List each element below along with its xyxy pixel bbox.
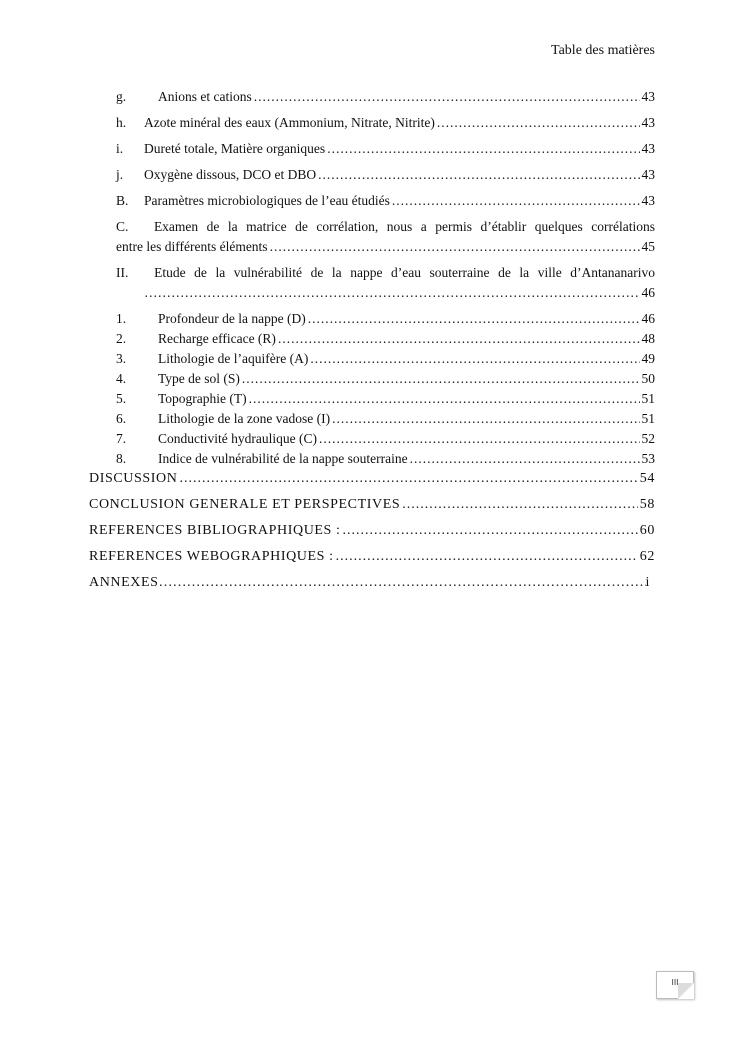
toc-entry-title: Azote minéral des eaux (Ammonium, Nitrate, Nitrite) [144,115,435,130]
toc-entry-c-line1[interactable] [116,219,655,235]
leader-dots [310,351,639,367]
toc-entry-top[interactable] [89,575,650,591]
leader-dots [336,549,638,565]
leader-dots [278,331,640,347]
toc-entry-page: i [645,575,650,590]
toc-entry-number: B. [116,193,129,208]
toc-entry-title: Type de sol (S) [158,371,240,386]
toc-entry-top[interactable] [89,497,655,513]
toc-entry-title: Dureté totale, Matière organiques [144,141,326,156]
toc-entry-number: 5. [116,391,127,406]
leader-dots [179,471,637,487]
toc-entry[interactable] [89,89,655,105]
leader-dots [318,167,639,183]
toc-entry[interactable] [89,411,655,427]
toc-entry-ii-line1[interactable] [116,265,655,281]
toc-entry-number: j. [116,167,124,182]
toc-entry-page: 48 [641,331,655,346]
toc-entry-number: 7. [116,431,127,446]
toc-entry-number: 3. [116,351,127,366]
toc-entry-title: REFERENCES WEBOGRAPHIQUES : [89,549,334,564]
leader-dots [410,451,640,467]
toc-entry-page: 43 [641,115,655,130]
toc-entry-top[interactable] [89,471,655,487]
toc-entry-number: 6. [116,411,127,426]
leader-dots [249,391,640,407]
leader-dots [254,89,640,105]
toc-entry-page: 43 [641,167,655,182]
page-number-box [656,971,694,999]
toc-entry-number: g. [116,89,127,104]
toc-entry-title: Profondeur de la nappe (D) [158,311,306,326]
toc-entry[interactable] [89,167,655,183]
leader-dots [270,239,640,255]
toc-entry-title: CONCLUSION GENERALE ET PERSPECTIVES [89,497,401,512]
toc-entry-page: 54 [639,471,655,486]
toc-entry-page: 46 [641,285,655,300]
toc-entry[interactable] [89,351,655,367]
leader-dots [327,141,639,157]
toc-entry-page: 52 [641,431,655,446]
toc-entry[interactable] [89,451,655,467]
toc-entry-number: C. [116,219,129,234]
toc-entry-page: 46 [641,311,655,326]
page-fold-corner [678,983,694,999]
leader-dots [343,523,638,539]
toc-entry-page: 50 [641,371,655,386]
toc-entry-number: II. [116,265,129,280]
toc-entry-title: Anions et cations [158,89,252,104]
leader-dots [437,115,640,131]
toc-entry-top[interactable] [89,549,655,565]
leader-dots [402,497,638,513]
toc-entry-title: DISCUSSION [89,471,178,486]
page-number: III [671,978,679,987]
leader-dots [392,193,640,209]
toc-entry-page: 43 [641,89,655,104]
toc-entry-title: Paramètres microbiologiques de l’eau étudiés [144,193,390,208]
toc-entry-page: 51 [641,411,655,426]
toc-entry-title: Indice de vulnérabilité de la nappe souterraine [158,451,408,466]
toc-entry[interactable] [89,371,655,387]
toc-entry-title: Etude de la vulnérabilité de la nappe d’eau souterraine de la ville d’Antananarivo [154,265,655,280]
toc-entry[interactable] [89,431,655,447]
toc-entry[interactable] [89,141,655,157]
toc-entry[interactable] [89,115,655,131]
toc-entry-title: Oxygène dissous, DCO et DBO [144,167,317,182]
toc-entry-number: 4. [116,371,127,386]
toc-entry-page: 58 [639,497,655,512]
toc-entry-title-continued: entre les différents éléments [116,239,268,254]
toc-entry-title: Conductivité hydraulique (C) [158,431,317,446]
toc-entry[interactable] [89,311,655,327]
leader-dots [319,431,640,447]
leader-dots [144,285,640,301]
toc-entry-number: i. [116,141,124,156]
toc-entry-number: 1. [116,311,127,326]
toc-entry-title: Lithologie de l’aquifère (A) [158,351,309,366]
toc-entry[interactable] [89,193,655,209]
running-header: Table des matières [551,43,655,58]
toc-entry-title: REFERENCES BIBLIOGRAPHIQUES : [89,523,341,538]
toc-entry-page: 49 [641,351,655,366]
toc-entry-ii-line2[interactable] [144,285,655,301]
toc-entry-c-line2[interactable] [116,239,655,255]
toc-entry-number: h. [116,115,127,130]
leader-dots [332,411,639,427]
toc-entry-top[interactable] [89,523,655,539]
toc-entry-page: 62 [639,549,655,564]
toc-entry-page: 45 [641,239,655,254]
leader-dots [159,575,646,591]
toc-entry-title: Lithologie de la zone vadose (I) [158,411,331,426]
leader-dots [242,371,640,387]
toc-entry[interactable] [89,391,655,407]
toc-entry-page: 51 [641,391,655,406]
toc-entry[interactable] [89,331,655,347]
toc-entry-number: 2. [116,331,127,346]
toc-entry-title: Examen de la matrice de corrélation, nous a permis d’établir quelques corrélations [153,219,656,234]
toc-entry-number: 8. [116,451,127,466]
leader-dots [308,311,640,327]
toc-entry-title: Recharge efficace (R) [158,331,276,346]
toc-entry-title: Topographie (T) [158,391,247,406]
toc-entry-page: 53 [641,451,655,466]
toc-entry-page: 43 [641,193,655,208]
toc-entry-title: ANNEXES [89,575,159,590]
toc-entry-page: 60 [639,523,655,538]
toc-entry-page: 43 [641,141,655,156]
